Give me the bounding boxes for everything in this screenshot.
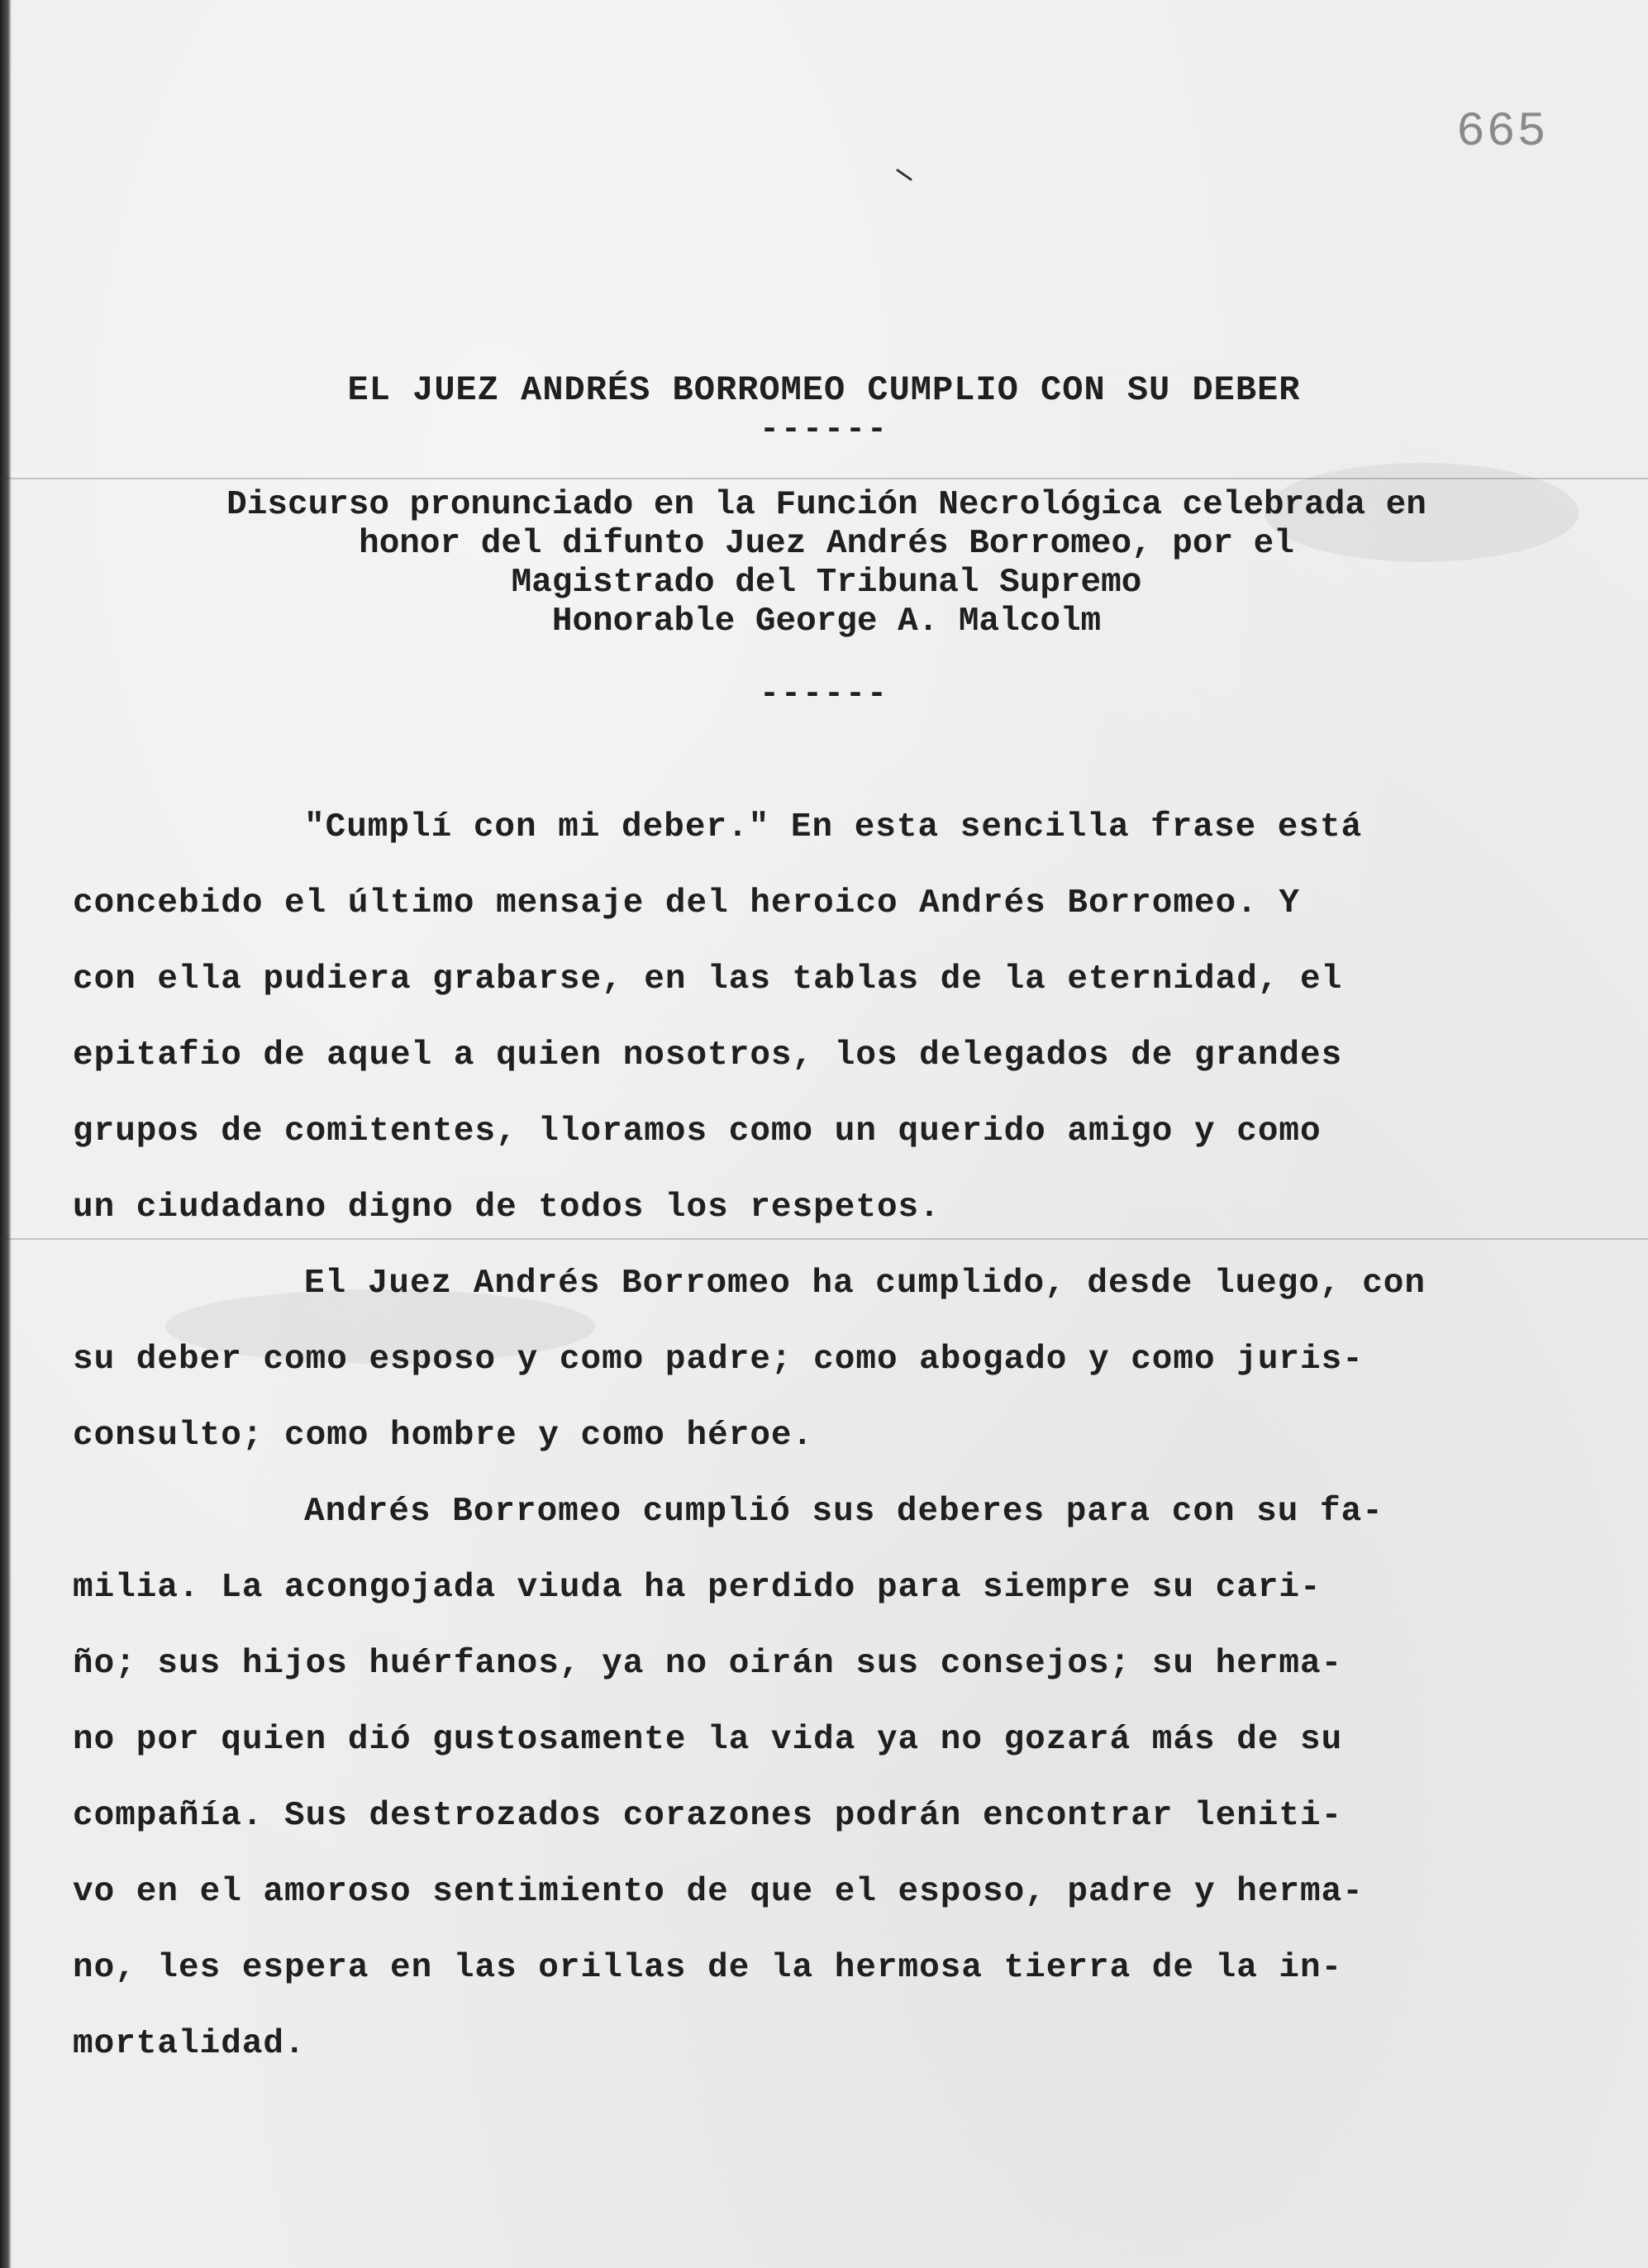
body-line: ño; sus hijos huérfanos, ya no oirán sus consejos; su herma- [73, 1645, 1343, 1683]
body-line: Andrés Borromeo cumplió sus deberes para con su fa- [304, 1493, 1384, 1531]
body-line: compañía. Sus destrozados corazones podrán encontrar leniti- [73, 1797, 1343, 1835]
document-title: EL JUEZ ANDRÉS BORROMEO CUMPLIO CON SU DEBER [347, 370, 1301, 410]
body-line: mortalidad. [73, 2025, 306, 2063]
subtitle-divider: ------ [759, 676, 889, 713]
speech-body [73, 789, 1544, 2082]
pen-mark [896, 169, 912, 181]
body-line: con ella pudiera grabarse, en las tablas de la eternidad, el [73, 960, 1343, 998]
title-divider: ------ [759, 412, 889, 449]
subtitle-line: Discurso pronunciado en la Función Necrológica celebrada en [226, 486, 1427, 524]
body-line: no, les espera en las orillas de la hermosa tierra de la in- [73, 1949, 1343, 1987]
speech-subtitle [50, 486, 1603, 641]
body-line: milia. La acongojada viuda ha perdido para siempre su cari- [73, 1569, 1322, 1607]
body-line: vo en el amoroso sentimiento de que el esposo, padre y herma- [73, 1873, 1364, 1911]
body-line: un ciudadano digno de todos los respetos. [73, 1189, 941, 1227]
page-number: 665 [1456, 106, 1548, 160]
body-line: no por quien dió gustosamente la vida ya no gozará más de su [73, 1721, 1343, 1759]
body-line: concebido el último mensaje del heroico Andrés Borromeo. Y [73, 884, 1301, 922]
subtitle-line: honor del difunto Juez Andrés Borromeo, por el [359, 525, 1294, 563]
body-line: consulto; como hombre y como héroe. [73, 1417, 814, 1455]
scan-edge [0, 0, 12, 2268]
subtitle-line: Magistrado del Tribunal Supremo [511, 564, 1142, 602]
body-line: su deber como esposo y como padre; como abogado y como juris- [73, 1341, 1364, 1379]
body-line: El Juez Andrés Borromeo ha cumplido, desde luego, con [304, 1265, 1427, 1303]
body-line: epitafio de aquel a quien nosotros, los delegados de grandes [73, 1036, 1343, 1074]
subtitle-line: Honorable George A. Malcolm [551, 603, 1102, 641]
body-line: grupos de comitentes, lloramos como un querido amigo y como [73, 1113, 1322, 1151]
body-line: "Cumplí con mi deber." En esta sencilla frase está [304, 808, 1363, 846]
